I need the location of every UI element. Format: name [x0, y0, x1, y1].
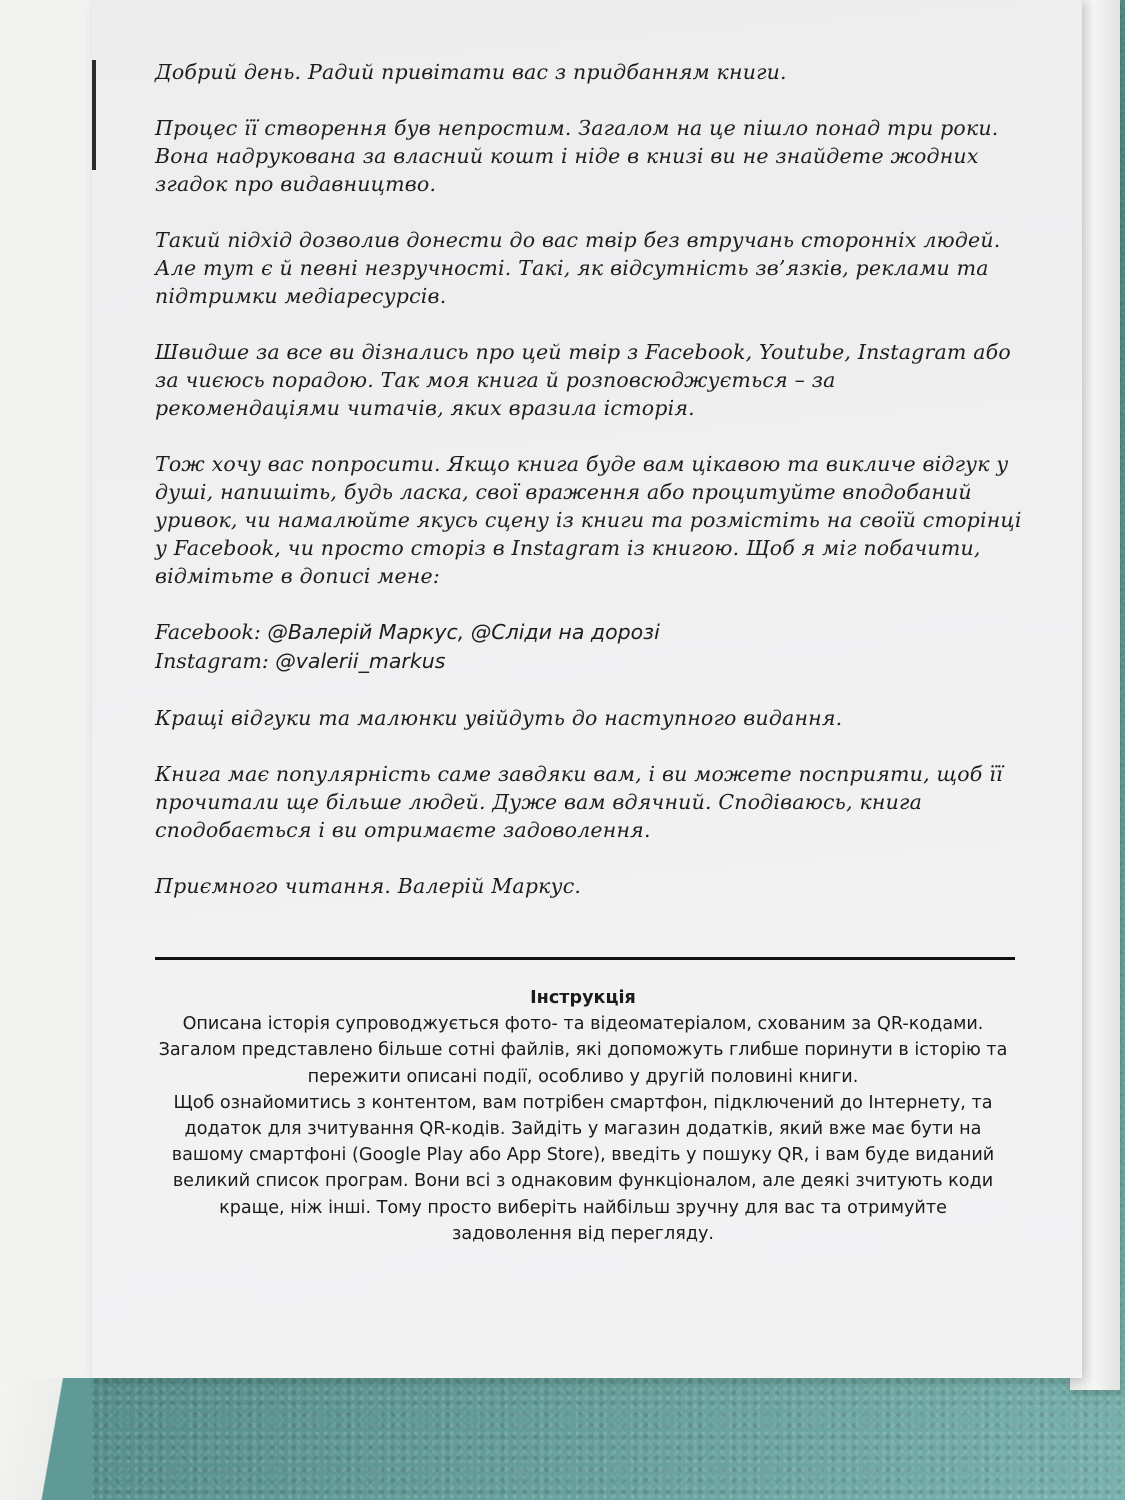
contacts-block	[155, 618, 1025, 676]
facebook-line	[155, 618, 1025, 647]
paragraph-3: Швидше за все ви дізнались про цей твір з Facebook, Youtube, Instagram або за чиєюсь порадою. Так моя книга й розповсюджується – за рекомендаціями читачів, яких вразила історія.	[155, 340, 1011, 420]
signature-paragraph: Приємного читання. Валерій Маркус.	[155, 874, 582, 898]
paragraph-2: Такий підхід дозволив донести до вас твір без втручань сторонніх людей. Але тут є й певні незручності. Такі, як відсутність зв’язків, реклами та підтримки медіаресурсів.	[155, 228, 1001, 308]
closing-paragraph-2: Книга має популярність саме завдяки вам, і ви можете посприяти, щоб її прочитали ще більше людей. Дуже вам вдячний. Сподіваюсь, книга сподобається і ви отримаєте задоволення.	[155, 762, 1003, 842]
facebook-handles: @Валерій Маркус, @Сліди на дорозі	[267, 620, 660, 644]
instagram-handle: @valerii_markus	[275, 649, 446, 673]
instagram-label: Instagram:	[155, 649, 276, 673]
greeting-paragraph: Добрий день. Радий привітати вас з придбанням книги.	[155, 60, 787, 84]
section-divider	[155, 957, 1015, 960]
instruction-text-1: Описана історія супроводжується фото- та відеоматеріалом, схованим за QR-кодами. Загалом представлено більше сотні файлів, які допоможуть глибше поринути в історію та пережити описані події, особливо у другій половині книги.	[158, 1014, 1008, 1087]
facebook-label: Facebook:	[155, 620, 268, 644]
letter-text	[155, 58, 1025, 928]
background-page-fold	[0, 1378, 92, 1500]
instruction-block	[158, 985, 1008, 1247]
paragraph-4: Тож хочу вас попросити. Якщо книга буде вам цікавою та викличе відгук у душі, напишіть, будь ласка, свої враження або процитуйте вподобаний уривок, чи намалюйте якусь сцену із книги та розмістіть на своїй сторінці у Facebook, чи просто сторіз в Instagram із книгою. Щоб я міг побачити, відмітьте в дописі мене:	[155, 452, 1022, 588]
instruction-text-2: Щоб ознайомитись з контентом, вам потрібен смартфон, підключений до Інтернету, та додаток для зчитування QR-кодів. Зайдіть у магазин додатків, який вже має бути на вашому смартфоні (Google Play або App Store), введіть у пошуку QR, і вам буде виданий великий список програм. Вони всі з однаковим функціоналом, але деякі зчитують коди краще, ніж інші. Тому просто виберіть найбільш зручну для вас та отримуйте задоволення від перегляду.	[171, 1092, 995, 1244]
closing-paragraph-1: Кращі відгуки та малюнки увійдуть до наступного видання.	[155, 706, 843, 730]
spine-shadow	[92, 60, 96, 170]
paragraph-1: Процес її створення був непростим. Загалом на це пішло понад три роки. Вона надрукована за власний кошт і ніде в книзі ви не знайдете жодних згадок про видавництво.	[155, 116, 999, 196]
instruction-title: Інструкція	[530, 988, 636, 1008]
background-page-left	[0, 0, 92, 1500]
instagram-line	[155, 647, 1025, 676]
